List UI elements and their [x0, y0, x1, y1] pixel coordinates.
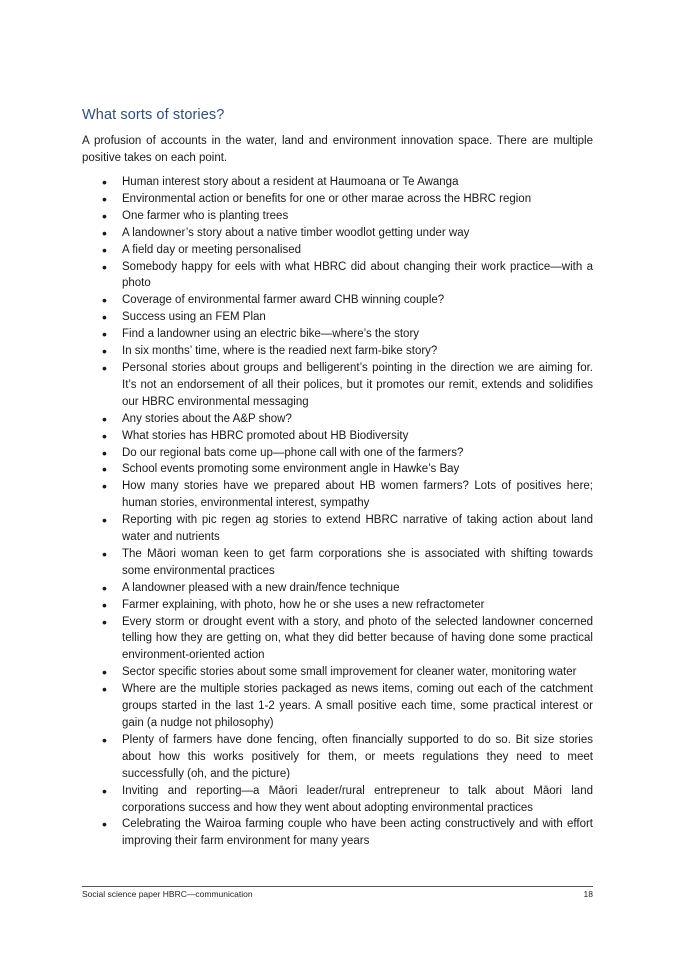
list-item: • Where are the multiple stories packaged as news items, coming out each of the catchment groups started in the last 1-2 years. A small positive each time, some practical interest or gain (a nudge not philosophy)	[82, 681, 593, 732]
list-item: • Plenty of farmers have done fencing, often financially supported to do so. Bit size stories about how this works positively for them, or meets regulations they need to meet successfully (oh, and the picture)	[82, 732, 593, 783]
list-item: • A landowner’s story about a native timber woodlot getting under way	[82, 225, 593, 242]
list-item: • The Māori woman keen to get farm corporations she is associated with shifting towards some environmental practices	[82, 546, 593, 580]
list-item: • How many stories have we prepared about HB women farmers? Lots of positives here; human stories, environmental interest, sympathy	[82, 478, 593, 512]
list-item: • Any stories about the A&P show?	[82, 411, 593, 428]
section-heading: What sorts of stories?	[82, 107, 225, 123]
list-item: • Success using an FEM Plan	[82, 309, 593, 326]
list-item: • School events promoting some environment angle in Hawke’s Bay	[82, 461, 593, 478]
list-item: • Inviting and reporting—a Māori leader/rural entrepreneur to talk about Māori land corporations success and how they went about adopting environmental practices	[82, 783, 593, 817]
list-item: • Personal stories about groups and belligerent’s pointing in the direction we are aiming for. It’s not an endorsement of all their polices, but it promotes our remit, extends and solidifies our HBRC environmental messaging	[82, 360, 593, 411]
list-item: • Somebody happy for eels with what HBRC did about changing their work practice—with a photo	[82, 259, 593, 293]
story-list	[82, 174, 593, 850]
list-item: • Human interest story about a resident at Haumoana or Te Awanga	[82, 174, 593, 191]
page-number: 18	[583, 889, 593, 899]
intro-paragraph: A profusion of accounts in the water, land and environment innovation space. There are multiple positive takes on each point.	[82, 135, 593, 164]
list-item: • Reporting with pic regen ag stories to extend HBRC narrative of taking action about land water and nutrients	[82, 512, 593, 546]
footer-divider	[82, 886, 593, 887]
list-item: • A field day or meeting personalised	[82, 242, 593, 259]
list-item: • Coverage of environmental farmer award CHB winning couple?	[82, 292, 593, 309]
list-item: • A landowner pleased with a new drain/fence technique	[82, 580, 593, 597]
list-item: • Sector specific stories about some small improvement for cleaner water, monitoring water	[82, 664, 593, 681]
list-item: • What stories has HBRC promoted about HB Biodiversity	[82, 428, 593, 445]
list-item: • Find a landowner using an electric bike—where’s the story	[82, 326, 593, 343]
list-item: • One farmer who is planting trees	[82, 208, 593, 225]
list-item: • Farmer explaining, with photo, how he or she uses a new refractometer	[82, 597, 593, 614]
list-item: • Celebrating the Wairoa farming couple who have been acting constructively and with effort improving their farm environment for many years	[82, 816, 593, 850]
list-item: • Do our regional bats come up—phone call with one of the farmers?	[82, 445, 593, 462]
footer-title: Social science paper HBRC—communication	[82, 889, 253, 899]
list-item: • Environmental action or benefits for one or other marae across the HBRC region	[82, 191, 593, 208]
list-item: • Every storm or drought event with a story, and photo of the selected landowner concerned telling how they are getting on, what they did better because of having done some practical environment-oriented action	[82, 614, 593, 665]
list-item: • In six months’ time, where is the readied next farm-bike story?	[82, 343, 593, 360]
